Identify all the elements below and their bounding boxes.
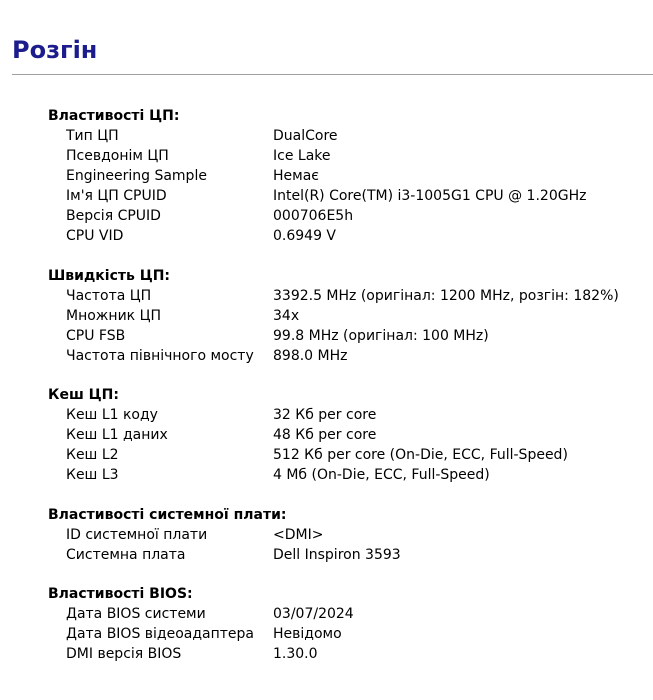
- property-label: Псевдонім ЦП: [66, 148, 169, 164]
- property-label: Частота ЦП: [66, 287, 152, 304]
- property-value: Немає: [273, 168, 319, 184]
- property-value: 000706E5h: [273, 208, 354, 224]
- property-value: 34x: [273, 307, 300, 324]
- property-label: CPU FSB: [66, 327, 126, 344]
- property-value: Ice Lake: [273, 148, 331, 164]
- property-value: 512 Кб per core (On-Die, ECC, Full-Speed): [273, 447, 568, 463]
- property-value: 4 Мб (On-Die, ECC, Full-Speed): [273, 467, 490, 483]
- property-value: 03/07/2024: [273, 606, 354, 622]
- property-row-l1-data-cache: [48, 425, 648, 445]
- property-row-engineering-sample: [48, 166, 648, 186]
- property-value: 0.6949 V: [273, 228, 337, 244]
- property-row-motherboard-id: [48, 525, 648, 545]
- title-divider: [12, 74, 653, 75]
- section-title: Властивості системної плати:: [48, 506, 287, 523]
- property-row-northbridge-clock: [48, 346, 648, 366]
- property-label: Дата BIOS системи: [66, 606, 206, 622]
- property-value: Intel(R) Core(TM) i3-1005G1 CPU @ 1.20GHz: [273, 188, 587, 204]
- property-value: 99.8 MHz (оригінал: 100 MHz): [273, 327, 489, 344]
- property-value: DualCore: [273, 128, 338, 144]
- property-value: <DMI>: [273, 526, 324, 543]
- property-row-l2-cache: [48, 445, 648, 465]
- property-label: Частота північного мосту: [66, 347, 254, 364]
- property-label: Версія CPUID: [66, 208, 161, 224]
- property-row-l1-code-cache: [48, 405, 648, 425]
- section-cpu-cache: [48, 385, 648, 485]
- section-title: Кеш ЦП:: [48, 387, 119, 403]
- property-label: Кеш L3: [66, 467, 119, 483]
- property-row-video-bios-date: [48, 624, 648, 644]
- section-motherboard-properties: [48, 505, 648, 565]
- property-row-cpu-fsb: [48, 326, 648, 346]
- section-title: Властивості ЦП:: [48, 108, 180, 124]
- property-label: DMI версія BIOS: [66, 646, 182, 662]
- section-cpu-properties: [48, 106, 648, 246]
- property-row-cpu-vid: [48, 226, 648, 246]
- property-label: Кеш L1 коду: [66, 407, 158, 423]
- property-label: ID системної плати: [66, 526, 208, 543]
- property-label: Ім'я ЦП CPUID: [66, 188, 167, 204]
- property-value: 1.30.0: [273, 646, 318, 662]
- property-row-system-bios-date: [48, 604, 648, 624]
- property-value: 32 Кб per core: [273, 407, 377, 423]
- property-label: Множник ЦП: [66, 307, 161, 324]
- property-row-cpu-alias: [48, 146, 648, 166]
- property-label: CPU VID: [66, 228, 124, 244]
- property-row-cpu-type: [48, 126, 648, 146]
- property-label: Тип ЦП: [66, 128, 119, 144]
- property-row-dmi-bios-version: [48, 644, 648, 664]
- property-value: 48 Кб per core: [273, 427, 377, 443]
- section-cpu-speed: [48, 266, 648, 366]
- section-title: Швидкість ЦП:: [48, 267, 171, 284]
- property-label: Кеш L2: [66, 447, 119, 463]
- property-row-l3-cache: [48, 465, 648, 485]
- property-value: Dell Inspiron 3593: [273, 546, 401, 563]
- property-row-cpu-multiplier: [48, 306, 648, 326]
- property-label: Системна плата: [66, 546, 186, 563]
- property-value: Невідомо: [273, 626, 342, 642]
- property-label: Кеш L1 даних: [66, 427, 168, 443]
- section-title: Властивості BIOS:: [48, 586, 193, 602]
- property-label: Дата BIOS відеоадаптера: [66, 626, 255, 642]
- page-title: Розгін: [12, 36, 98, 64]
- property-value: 898.0 MHz: [273, 347, 348, 364]
- property-value: 3392.5 MHz (оригінал: 1200 MHz, розгін: 182%): [273, 287, 619, 304]
- overclock-report: [48, 106, 648, 684]
- property-row-cpu-clock: [48, 286, 648, 306]
- property-row-motherboard-name: [48, 545, 648, 565]
- property-row-cpuid-version: [48, 206, 648, 226]
- section-bios-properties: [48, 584, 648, 664]
- property-label: Engineering Sample: [66, 168, 207, 184]
- property-row-cpuid-name: [48, 186, 648, 206]
